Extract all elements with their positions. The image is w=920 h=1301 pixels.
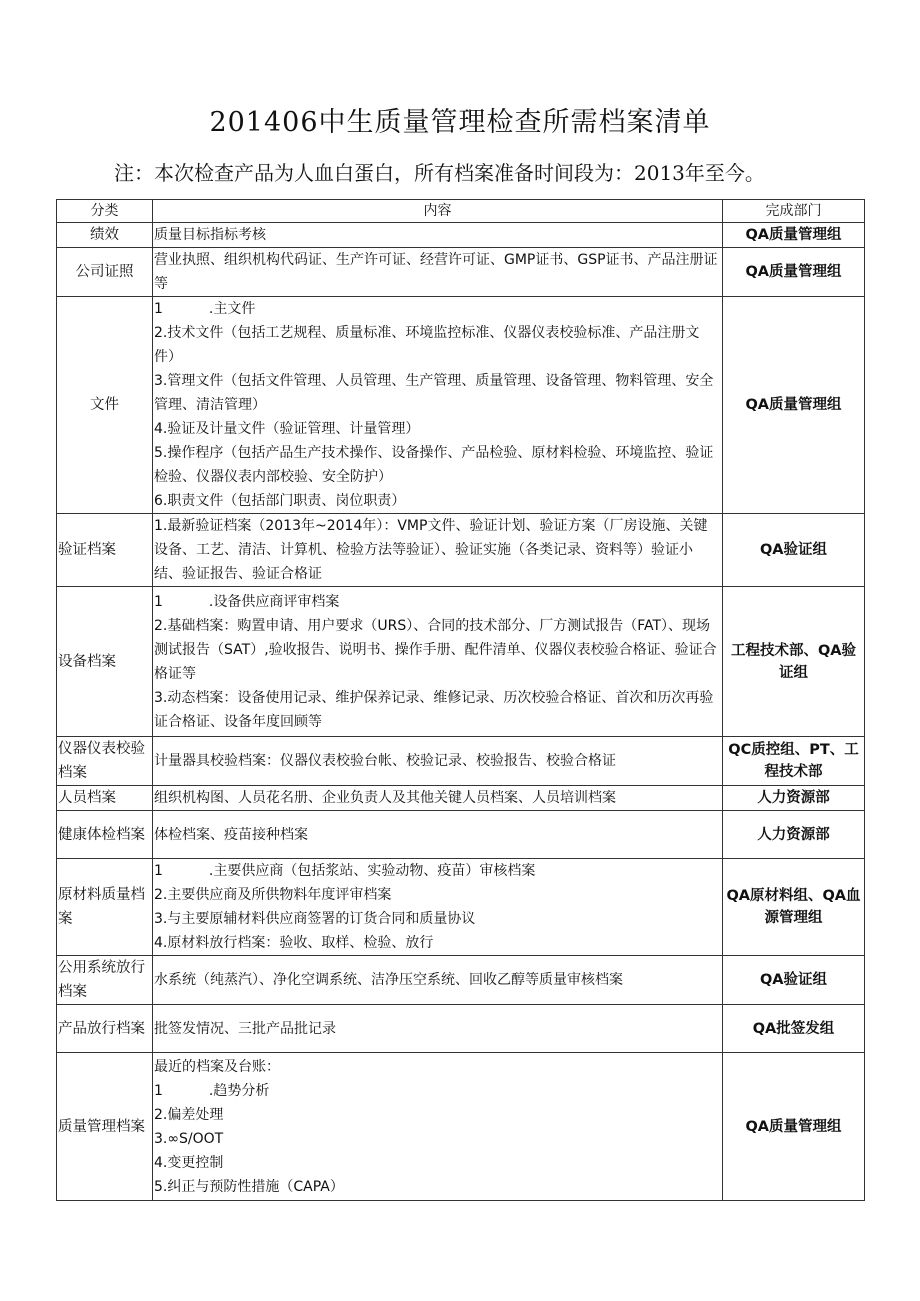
- table-row: [57, 786, 865, 811]
- content-item: 2.主要供应商及所供物料年度评审档案: [154, 887, 392, 903]
- row-dept: QC质控组、PT、工程技术部: [723, 737, 865, 786]
- content-item: 5.操作程序（包括产品生产技术操作、设备操作、产品检验、原材料检验、环境监控、验证检验、仪器仪表内部校验、安全防护）: [154, 445, 714, 485]
- row-dept: QA质量管理组: [723, 1053, 865, 1201]
- row-category: 原材料质量档案: [57, 859, 153, 956]
- content-item: 计量器具校验档案：仪器仪表校验台帐、校验记录、校验报告、校验合格证: [154, 753, 616, 769]
- row-dept: QA验证组: [723, 514, 865, 587]
- row-dept: QA验证组: [723, 956, 865, 1005]
- row-category: 公司证照: [57, 248, 153, 297]
- content-item: 1 .主文件: [154, 301, 256, 317]
- row-content: [153, 1005, 723, 1053]
- content-item: 5.纠正与预防性措施（CAPA）: [154, 1178, 344, 1195]
- row-content: [153, 297, 723, 514]
- table-row: [57, 1053, 865, 1201]
- table-row: [57, 956, 865, 1005]
- archive-table: [56, 199, 865, 1201]
- row-category: 绩效: [57, 223, 153, 248]
- row-content: [153, 956, 723, 1005]
- row-content: [153, 248, 723, 297]
- table-row: [57, 223, 865, 248]
- table-row: [57, 587, 865, 737]
- content-item: 3.与主要原辅材料供应商签署的订货合同和质量协议: [154, 911, 476, 927]
- content-item: 4.验证及计量文件（验证管理、计量管理）: [154, 421, 420, 437]
- row-content: [153, 1053, 723, 1201]
- content-item: 组织机构图、人员花名册、企业负责人及其他关键人员档案、人员培训档案: [154, 790, 616, 806]
- content-item: 体检档案、疫苗接种档案: [154, 826, 308, 843]
- table-row: [57, 737, 865, 786]
- table-row: [57, 811, 865, 859]
- table-row: [57, 248, 865, 297]
- content-item: 3.动态档案：设备使用记录、维护保养记录、维修记录、历次校验合格证、首次和历次再验证合格证、设备年度回顾等: [154, 689, 714, 730]
- content-item: 2.基础档案：购置申请、用户要求（URS）、合同的技术部分、厂方测试报告（FAT）、现场测试报告（SAT）,验收报告、说明书、操作手册、配件清单、仪器仪表校验合格证、验证合格证等: [154, 617, 717, 682]
- content-item: 1 .主要供应商（包括浆站、实验动物、疫苗）审核档案: [154, 863, 536, 879]
- row-category: 产品放行档案: [57, 1005, 153, 1053]
- content-item: 3.管理文件（包括文件管理、人员管理、生产管理、质量管理、设备管理、物料管理、安全管理、清洁管理）: [154, 373, 714, 413]
- content-item: 4.变更控制: [154, 1154, 224, 1171]
- row-content: [153, 811, 723, 859]
- content-item: 营业执照、组织机构代码证、生产许可证、经营许可证、GMP证书、GSP证书、产品注册证等: [154, 252, 718, 292]
- row-category: 文件: [57, 297, 153, 514]
- row-dept: QA原材料组、QA血源管理组: [723, 859, 865, 956]
- row-category: 健康体检档案: [57, 811, 153, 859]
- content-item: 2.技术文件（包括工艺规程、质量标准、环境监控标准、仪器仪表校验标准、产品注册文件）: [154, 325, 700, 365]
- row-dept: 工程技术部、QA验证组: [723, 587, 865, 737]
- row-dept: 人力资源部: [723, 786, 865, 811]
- content-item: 1 .趋势分析: [154, 1082, 270, 1099]
- note-text: 注：本次检查产品为人血白蛋白，所有档案准备时间段为：2013年至今。: [114, 161, 765, 185]
- row-content: [153, 786, 723, 811]
- row-content: [153, 587, 723, 737]
- row-category: 设备档案: [57, 587, 153, 737]
- row-category: 验证档案: [57, 514, 153, 587]
- content-item: 1 .设备供应商评审档案: [154, 593, 340, 610]
- header-content: 内容: [153, 200, 723, 223]
- row-dept: QA质量管理组: [723, 248, 865, 297]
- content-item: 最近的档案及台账：: [154, 1058, 280, 1075]
- table-row: [57, 514, 865, 587]
- content-item: 1.最新验证档案（2013年~2014年）：VMP文件、验证计划、验证方案（厂房设施、关键设备、工艺、清洁、计算机、检验方法等验证）、验证实施（各类记录、资料等）验证小结、验证报告、验证合格证: [154, 518, 708, 582]
- row-category: 质量管理档案: [57, 1053, 153, 1201]
- row-dept: 人力资源部: [723, 811, 865, 859]
- content-item: 水系统（纯蒸汽）、净化空调系统、洁净压空系统、回收乙醇等质量审核档案: [154, 972, 623, 988]
- table-row: [57, 859, 865, 956]
- content-item: 质量目标指标考核: [154, 227, 266, 243]
- content-item: 4.原材料放行档案：验收、取样、检验、放行: [154, 935, 434, 951]
- document-title: 201406中生质量管理检查所需档案清单: [209, 107, 711, 138]
- row-content: [153, 737, 723, 786]
- row-category: 公用系统放行档案: [57, 956, 153, 1005]
- row-category: 人员档案: [57, 786, 153, 811]
- row-category: 仪器仪表校验档案: [57, 737, 153, 786]
- table-header-row: [57, 200, 865, 223]
- content-item: 2.偏差处理: [154, 1106, 224, 1123]
- content-item: 3.∞S/OOT: [154, 1130, 224, 1147]
- table-row: [57, 297, 865, 514]
- header-dept: 完成部门: [723, 200, 865, 223]
- row-content: [153, 859, 723, 956]
- row-content: [153, 223, 723, 248]
- table-row: [57, 1005, 865, 1053]
- header-category: 分类: [57, 200, 153, 223]
- content-item: 6.职责文件（包括部门职责、岗位职责）: [154, 493, 406, 509]
- row-dept: QA质量管理组: [723, 223, 865, 248]
- row-dept: QA批签发组: [723, 1005, 865, 1053]
- content-item: 批签发情况、三批产品批记录: [154, 1020, 336, 1037]
- row-content: [153, 514, 723, 587]
- row-dept: QA质量管理组: [723, 297, 865, 514]
